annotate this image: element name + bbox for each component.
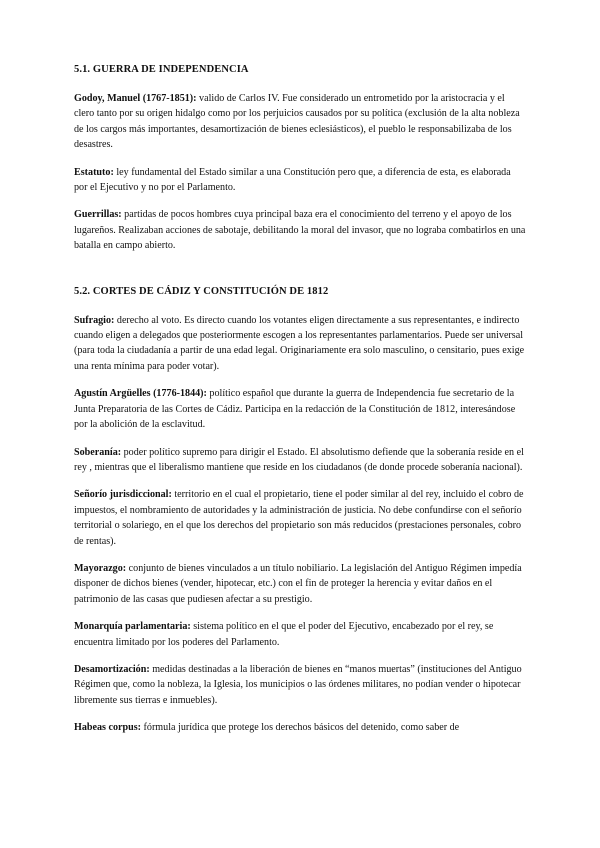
document-content [74,62,526,748]
glossary-definition: político español que durante la guerra de Independencia fue secretario de la Junta Preparatoria de las Cortes de Cádiz. Participa en la redacción de la Constitución de 1812, interesándose por la abolición de la esclavitud. [74,388,516,431]
glossary-entry-senorio [74,487,526,549]
glossary-entry-sufragio [74,313,526,375]
glossary-definition: valido de Carlos IV. Fue considerado un entrometido por la aristocracia y el clero tanto por su origen hidalgo como por los perjuicios causados por su política (exclusión de la alta nobleza de los cargos más importantes, desamortización de bienes eclesiásticos), el pueblo le responsabilizaba de los desastres. [74,93,520,151]
glossary-definition: conjunto de bienes vinculados a un título nobiliario. La legislación del Antiguo Régimen impedía disponer de dichos bienes (vender, hipotecar, etc.) con el fin de proteger la herencia y evitar daños en el patrimonio de las casas que pudiesen afectar a su prestigio. [74,562,522,605]
glossary-entry-monarquia [74,619,526,650]
glossary-term: Monarquía parlamentaria: [74,621,191,633]
glossary-definition: medidas destinadas a la liberación de bienes en “manos muertas” (instituciones del Antiguo Régimen que, como la nobleza, la Iglesia, los municipios o las órdenes militares, no podían vender o hipotecar libremente sus tierras e inmuebles). [74,663,522,706]
glossary-definition: territorio en el cual el propietario, tiene el poder similar al del rey, incluido el cobro de impuestos, el nombramiento de autoridades y la administración de justicia. No debe confundirse con el señorío territorial o solariego, en el que los derechos del propietario son más reducidos (prestaciones personales, cobro de rentas). [74,489,524,547]
glossary-definition: poder político supremo para dirigir el Estado. El absolutismo defiende que la soberanía reside en el rey , mientras que el liberalismo mantiene que reside en los ciudadanos (de donde procede soberanía nacional). [74,446,524,473]
glossary-term: Mayorazgo: [74,562,127,574]
glossary-entry-soberania [74,445,526,476]
glossary-term: Estatuto: [74,166,114,178]
section-title-guerra-independencia: 5.1. GUERRA DE INDEPENDENCIA [74,64,249,75]
glossary-term: Godoy, Manuel (1767-1851): [74,93,197,104]
glossary-definition: partidas de pocos hombres cuya principal baza era el conocimiento del terreno y el apoyo de los lugareños. Realizaban acciones de sabotaje, debilitando la moral del invasor, que no lograba combatirlos en una batalla en campo abierto. [74,209,526,252]
glossary-term: Guerrillas: [74,209,122,221]
glossary-definition: sistema político en el que el poder del Ejecutivo, encabezado por el rey, se encuentra limitado por los poderes del Parlamento. [74,621,494,648]
glossary-entry-habeas-corpus [74,720,526,735]
glossary-definition: ley fundamental del Estado similar a una Constitución pero que, a diferencia de esta, es elaborada por el Ejecutivo y no por el Parlamento. [74,166,511,194]
glossary-term: Agustín Argüelles (1776-1844): [74,388,207,400]
glossary-term: Señorío jurisdiccional: [74,489,172,501]
glossary-entry-arguelles [74,386,526,432]
glossary-entry-guerrillas [74,207,526,253]
glossary-definition: fórmula jurídica que protege los derechos básicos del detenido, como saber de [141,722,460,734]
glossary-term: Desamortización: [74,663,150,675]
glossary-term: Habeas corpus: [74,722,142,734]
glossary-entry-mayorazgo [74,561,526,607]
glossary-term: Soberanía: [74,446,122,458]
glossary-entry-desamortizacion [74,662,526,708]
glossary-term: Sufragio: [74,314,115,326]
glossary-entry-estatuto [74,165,526,196]
section-title-cortes-cadiz: 5.2. CORTES DE CÁDIZ Y CONSTITUCIÓN DE 1812 [74,285,329,297]
glossary-entry-godoy [74,91,526,153]
glossary-definition: derecho al voto. Es directo cuando los votantes eligen directamente a sus representantes, e indirecto cuando eligen a delegados que posteriormente escogen a los representantes parlamentarios. Puede ser universal (para toda la ciudadanía a partir de una edad legal. Originariamente era solo masculino, o censitario, pues exige una renta mínima para poder votar). [74,314,525,372]
